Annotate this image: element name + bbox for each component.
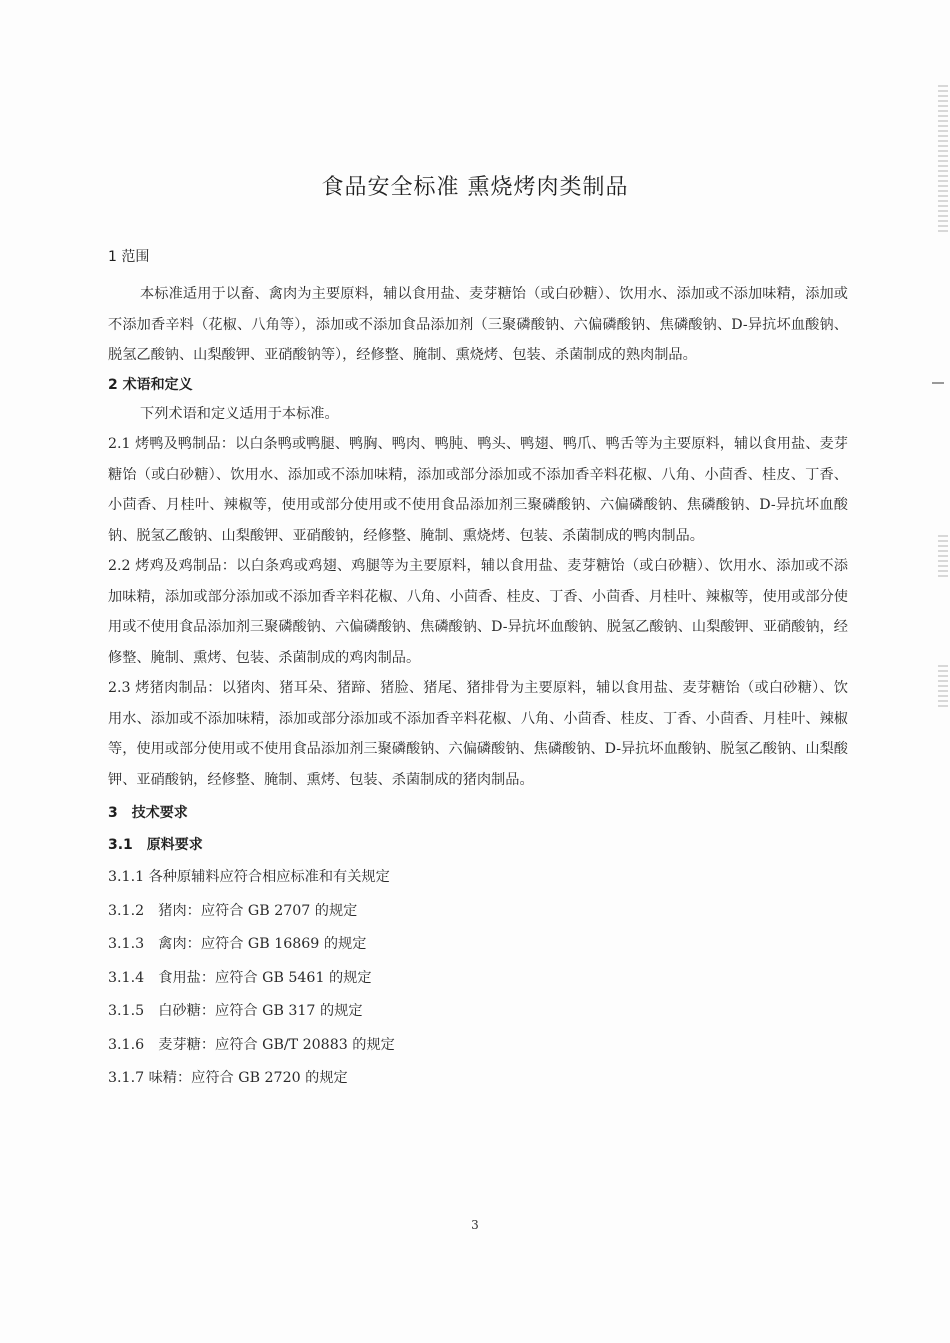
scan-edge-mark: [938, 535, 948, 580]
requirement-item: 3.1.7 味精：应符合 GB 2720 的规定: [108, 1070, 348, 1086]
scan-edge-mark: [938, 665, 948, 710]
definition-roast-chicken: 2.2 烤鸡及鸡制品：以白条鸡或鸡翅、鸡腿等为主要原料，辅以食用盐、麦芽糖饴（或白砂糖）、饮用水、添加或不添加味精，添加或部分添加或不添加香辛料花椒、八角、小茴香、桂皮、丁香、小茴香、月桂叶、辣椒等，使用或部分使用或不使用食品添加剂三聚磷酸钠、六偏磷酸钠、焦磷酸钠、D-异抗坏血酸钠、脱氢乙酸钠、山梨酸钾、亚硝酸钠，经修整、腌制、熏烤、包装、杀菌制成的鸡肉制品。: [108, 558, 848, 666]
section-heading-raw-materials: 3.1 原料要求: [108, 837, 203, 853]
scan-dash-mark: [932, 382, 944, 384]
scope-paragraph: 本标准适用于以畜、禽肉为主要原料，辅以食用盐、麦芽糖饴（或白砂糖）、饮用水、添加或不添加味精，添加或不添加香辛料（花椒、八角等），添加或不添加食品添加剂（三聚磷酸钠、六偏磷酸钠、焦磷酸钠、D-异抗坏血酸钠、脱氢乙酸钠、山梨酸钾、亚硝酸钠等），经修整、腌制、熏烧烤、包装、杀菌制成的熟肉制品。: [108, 286, 848, 363]
requirement-item: 3.1.5 白砂糖：应符合 GB 317 的规定: [108, 1003, 363, 1019]
section-heading-scope: 1 范围: [108, 249, 150, 265]
requirement-item: 3.1.4 食用盐：应符合 GB 5461 的规定: [108, 969, 372, 986]
requirement-item: 3.1.6 麦芽糖：应符合 GB/T 20883 的规定: [108, 1036, 395, 1053]
section-heading-terms: 2 术语和定义: [108, 376, 193, 393]
scan-edge-mark: [938, 85, 948, 235]
terms-intro: 下列术语和定义适用于本标准。: [140, 405, 339, 422]
page-number: 3: [471, 1218, 479, 1232]
requirement-item: 3.1.2 猪肉：应符合 GB 2707 的规定: [108, 902, 358, 919]
document-title: 食品安全标准 熏烧烤肉类制品: [321, 175, 629, 200]
definition-roast-pork: 2.3 烤猪肉制品：以猪肉、猪耳朵、猪蹄、猪脸、猪尾、猪排骨为主要原料，辅以食用盐、麦芽糖饴（或白砂糖）、饮用水、添加或不添加味精，添加或部分添加或不添加香辛料花椒、八角、小茴香、桂皮、丁香、小茴香、月桂叶、辣椒等，使用或部分使用或不使用食品添加剂三聚磷酸钠、六偏磷酸钠、焦磷酸钠、D-异抗坏血酸钠、脱氢乙酸钠、山梨酸钾、亚硝酸钠，经修整、腌制、熏烤、包装、杀菌制成的猪肉制品。: [108, 680, 848, 788]
document-body: [108, 243, 848, 1094]
section-heading-technical: 3 技术要求: [108, 805, 188, 821]
requirement-item: 3.1.1 各种原辅料应符合相应标准和有关规定: [108, 869, 390, 885]
requirement-item: 3.1.3 禽肉：应符合 GB 16869 的规定: [108, 936, 367, 952]
definition-roast-duck: 2.1 烤鸭及鸭制品：以白条鸭或鸭腿、鸭胸、鸭肉、鸭肫、鸭头、鸭翅、鸭爪、鸭舌等为主要原料，辅以食用盐、麦芽糖饴（或白砂糖）、饮用水、添加或不添加味精，添加或部分添加或不添加香辛料花椒、八角、小茴香、桂皮、丁香、小茴香、月桂叶、辣椒等，使用或部分使用或不使用食品添加剂三聚磷酸钠、六偏磷酸钠、焦磷酸钠、D-异抗坏血酸钠、脱氢乙酸钠、山梨酸钾、亚硝酸钠，经修整、腌制、熏烧烤、包装、杀菌制成的鸭肉制品。: [108, 436, 848, 544]
